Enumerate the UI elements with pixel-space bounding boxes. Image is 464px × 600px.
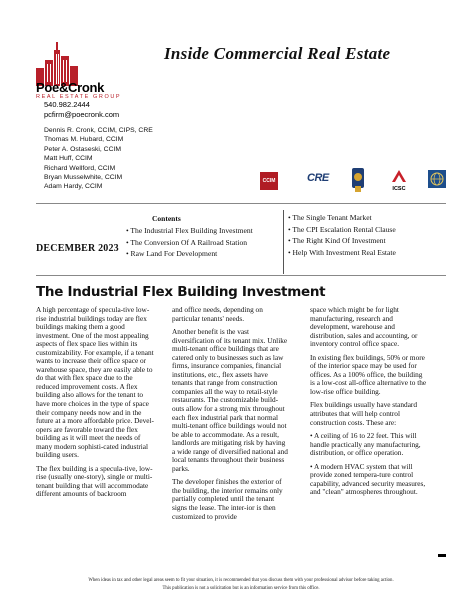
paragraph: and office needs, depending on particular tenants' needs. bbox=[172, 305, 263, 323]
divider bbox=[283, 210, 284, 274]
phone-number: 540.982.2444 bbox=[44, 100, 90, 109]
contents-item[interactable]: • The Right Kind Of Investment bbox=[288, 236, 386, 245]
paragraph: • A ceiling of 16 to 22 feet. This will handle practically any manufacturing, distribution, or office operation. bbox=[310, 431, 421, 458]
paragraph: Another benefit is the vast diversification of its tenant mix. Unlike multi-tenant office buildings that are catered only to businesses such as law firms, insurance companies, financial institutions, etc., flex assets have tenants that range from construction companies all the way to retail-style restaurants. The customizable build-outs allow for a strong mix throughout each flex industrial park that normal multi-tenant office buildings would not be able to accommodate. As a result, landlords are mitigating risk by having a wide range of diversified national and local tenants throughout their business parks. bbox=[172, 327, 288, 473]
cre-logo-icon: CRE bbox=[307, 172, 329, 184]
contents-item[interactable]: • Raw Land For Development bbox=[126, 249, 218, 258]
paragraph: A high percentage of specula-tive low-rise industrial buildings today are flex buildings making them a good investment. One of the most appealing aspects of flex space lies within its customizability. For example, if a tenant wants to increase their office space or warehouse space, they are easily able to do that with flex space due to the reduced improvement costs. A flex building also allows for the tenant to have more choices in the type of space their company needs now and in the future at a more affordable price. Devel-opers are favorable toward the flex building as it will meet the needs of many modern sophisti-cated industrial building users. bbox=[36, 305, 154, 460]
brand-subtitle: REAL ESTATE GROUP bbox=[36, 94, 122, 100]
agent-name: Peter A. Ostaseski, CCIM bbox=[44, 145, 122, 153]
article-column-1 bbox=[36, 306, 154, 504]
agent-name: Adam Hardy, CCIM bbox=[44, 183, 103, 191]
continued-arrow-icon bbox=[438, 554, 446, 557]
paragraph: • A modern HVAC system that will provide zoned tempera-ture control capability, advanced security measures, and "clean" atmospheres throughout. bbox=[310, 461, 426, 497]
svg-text:ICSC: ICSC bbox=[392, 186, 406, 192]
contents-item[interactable]: • The Single Tenant Market bbox=[288, 213, 372, 222]
brand-name: Poe&Cronk bbox=[36, 80, 105, 95]
divider bbox=[36, 203, 446, 204]
contents-item[interactable]: • The Conversion Of A Railroad Station bbox=[126, 237, 248, 247]
contents-item[interactable]: • The CPI Escalation Rental Clause bbox=[288, 224, 396, 234]
issue-date: DECEMBER 2023 bbox=[36, 243, 119, 254]
contents-heading: Contents bbox=[152, 214, 181, 223]
paragraph: space which might be for light manufacturing, research and development, warehouse and distribution, sales and accounting, or inventory control office space. bbox=[310, 305, 418, 349]
seal-logo-icon bbox=[350, 168, 366, 192]
agent-name: Matt Huff, CCIM bbox=[44, 155, 93, 163]
email-link[interactable]: pcfirm@poecronk.com bbox=[44, 110, 120, 119]
footer-disclaimer: When ideas in tax and other legal areas seem to fit your situation, it is recommended that you discuss them with your professional advisor before taking action. bbox=[88, 578, 394, 583]
agent-name: Thomas M. Hubard, CCIM bbox=[44, 136, 124, 144]
agent-name: Dennis R. Cronk, CCIM, CIPS, CRE bbox=[44, 127, 153, 134]
agent-name: Richard Wellford, CCIM bbox=[44, 164, 116, 172]
agent-name: Bryan Musselwhite, CCIM bbox=[44, 174, 123, 182]
footer-note: This publication is not a solicitation but is an information service from this office. bbox=[162, 586, 320, 591]
contents-item[interactable]: • Help With Investment Real Estate bbox=[288, 247, 396, 257]
newsletter-title: Inside Commercial Real Estate bbox=[164, 44, 391, 63]
poe-cronk-logo-icon bbox=[36, 38, 134, 86]
paragraph: Flex buildings usually have standard attributes that will help control construction costs. These are: bbox=[310, 400, 418, 427]
agent-list bbox=[44, 126, 153, 192]
contents-item[interactable]: • The Industrial Flex Building Investment bbox=[126, 226, 253, 235]
paragraph: The flex building is a specula-tive, low-rise (usually one-story), single or multi-tenant building that will accommodate different amounts of backroom bbox=[36, 463, 153, 499]
paragraph: The developer finishes the exterior of the building, the interior remains only partially completed until the tenant signs the lease. The inter-ior is then customized to provide bbox=[172, 477, 283, 521]
article-column-3 bbox=[310, 306, 428, 502]
contents-list-left bbox=[126, 225, 253, 260]
paragraph: In existing flex buildings, 50% or more of the interior space may be used for offices. As a 100% office, the building is a low-cost all-office alternative to the low-rise office building. bbox=[310, 352, 427, 396]
icsc-logo-icon bbox=[388, 168, 410, 192]
divider bbox=[36, 275, 446, 276]
globe-logo-icon bbox=[428, 170, 446, 188]
article-title: The Industrial Flex Building Investment bbox=[36, 284, 326, 300]
ccim-logo-icon: CCIM bbox=[260, 172, 278, 190]
article-column-2 bbox=[172, 306, 290, 526]
contents-list-right bbox=[288, 212, 396, 258]
